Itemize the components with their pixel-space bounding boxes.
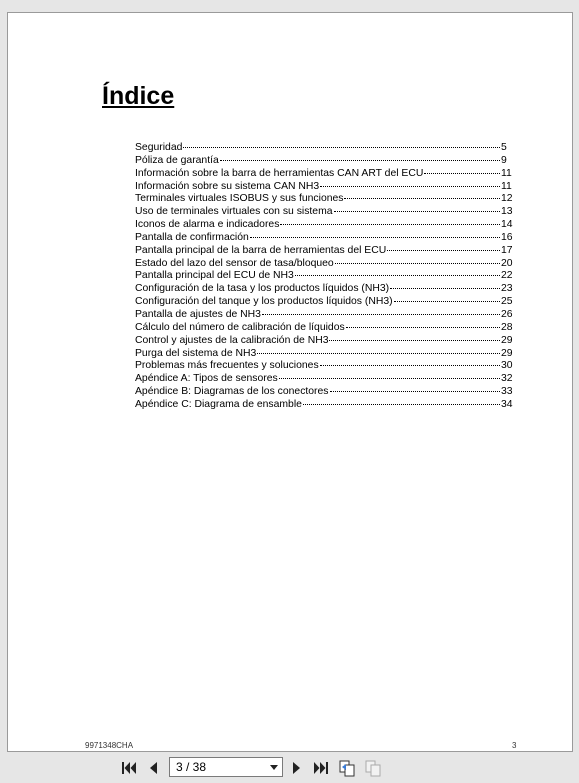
previous-page-button[interactable] — [144, 759, 162, 777]
toc-entry[interactable] — [135, 373, 514, 386]
toc-entry-page: 26 — [501, 308, 513, 320]
toc-entry-page: 17 — [501, 244, 513, 256]
toc-dot-leader — [262, 314, 500, 315]
toc-dot-leader — [280, 224, 500, 225]
toc-entry-label: Configuración del tanque y los productos líquidos (NH3) — [135, 296, 393, 308]
toc-entry[interactable] — [135, 193, 514, 206]
toc-entry[interactable] — [135, 283, 514, 296]
toc-entry-page: 34 — [501, 398, 513, 410]
toc-entry-page: 5 — [501, 142, 507, 153]
toc-entry-label: Configuración de la tasa y los productos líquidos (NH3) — [135, 283, 390, 295]
table-of-contents — [135, 142, 514, 412]
toc-entry[interactable] — [135, 245, 514, 258]
toc-entry-label: Iconos de alarma e indicadores — [135, 219, 280, 231]
first-page-icon — [121, 761, 137, 775]
toc-entry[interactable] — [135, 360, 514, 373]
toc-dot-leader — [295, 275, 500, 276]
toc-entry[interactable] — [135, 322, 514, 335]
copy-page-icon — [338, 759, 356, 777]
toc-entry-label: Pantalla de confirmación — [135, 231, 249, 243]
toc-entry[interactable] — [135, 219, 514, 232]
toc-entry[interactable] — [135, 232, 514, 245]
toc-entry-page: 20 — [501, 257, 513, 269]
toc-dot-leader — [330, 391, 501, 392]
toc-entry[interactable] — [135, 258, 514, 271]
toc-entry-page: 14 — [501, 219, 513, 231]
toc-entry-page: 25 — [501, 296, 513, 308]
toc-dot-leader — [344, 198, 500, 199]
toc-entry-page: 22 — [501, 270, 513, 282]
toc-entry-page: 23 — [501, 283, 513, 295]
toc-entry-page: 29 — [501, 334, 513, 346]
toc-dot-leader — [303, 404, 500, 405]
toc-dot-leader — [279, 378, 500, 379]
page-selector[interactable] — [169, 757, 283, 777]
toc-dot-leader — [346, 327, 500, 328]
toc-entry[interactable] — [135, 155, 514, 168]
toc-entry[interactable] — [135, 399, 514, 412]
toc-dot-leader — [220, 160, 500, 161]
toc-entry-page: 9 — [501, 154, 507, 166]
toc-dot-leader — [257, 353, 500, 354]
toc-entry-page: 28 — [501, 321, 513, 333]
next-page-icon — [291, 761, 303, 775]
toc-entry-page: 16 — [501, 231, 513, 243]
toc-entry-label: Seguridad — [135, 142, 183, 153]
toc-dot-leader — [334, 211, 500, 212]
toc-dot-leader — [320, 365, 500, 366]
next-page-button[interactable] — [288, 759, 306, 777]
last-page-icon — [313, 761, 329, 775]
navigation-toolbar — [0, 753, 579, 783]
toc-dot-leader — [390, 288, 500, 289]
document-page — [7, 12, 573, 752]
toc-entry-label: Apéndice A: Tipos de sensores — [135, 373, 278, 385]
toc-entry[interactable] — [135, 348, 514, 361]
toc-entry-label: Control y ajustes de la calibración de NH3 — [135, 334, 329, 346]
paste-page-icon — [364, 759, 382, 777]
toc-dot-leader — [387, 250, 500, 251]
toc-entry[interactable] — [135, 181, 514, 194]
page-indicator: 3 / 38 — [176, 760, 207, 774]
toc-entry-page: 32 — [501, 373, 513, 385]
toc-entry-label: Uso de terminales virtuales con su sistema — [135, 206, 333, 218]
toc-dot-leader — [329, 340, 500, 341]
toc-entry-page: 11 — [501, 167, 512, 179]
toc-entry-label: Terminales virtuales ISOBUS y sus funciones — [135, 193, 344, 205]
paste-page-button[interactable] — [364, 759, 382, 777]
toc-entry[interactable] — [135, 206, 514, 219]
toc-entry-label: Cálculo del número de calibración de líquidos — [135, 321, 345, 333]
first-page-button[interactable] — [120, 759, 138, 777]
toc-dot-leader — [335, 263, 500, 264]
toc-entry[interactable] — [135, 270, 514, 283]
page-title: Índice — [102, 82, 175, 110]
toc-entry-label: Estado del lazo del sensor de tasa/bloqueo — [135, 257, 334, 269]
chevron-down-icon — [270, 765, 278, 771]
toc-dot-leader — [250, 237, 500, 238]
toc-entry-page: 13 — [501, 206, 513, 218]
toc-entry[interactable] — [135, 335, 514, 348]
toc-entry-page: 29 — [501, 347, 513, 359]
last-page-button[interactable] — [312, 759, 330, 777]
copy-page-button[interactable] — [338, 759, 356, 777]
toc-entry-label: Problemas más frecuentes y soluciones — [135, 360, 319, 372]
toc-dot-leader — [424, 173, 500, 174]
toc-entry-label: Información sobre su sistema CAN NH3 — [135, 180, 320, 192]
footer-document-code: 9971348CHA — [85, 741, 134, 750]
toc-entry-page: 12 — [501, 193, 513, 205]
toc-dot-leader — [183, 147, 500, 148]
toc-entry-label: Pantalla principal de la barra de herramientas del ECU — [135, 244, 387, 256]
toc-entry-label: Pantalla principal del ECU de NH3 — [135, 270, 294, 282]
toc-entry-label: Apéndice B: Diagramas de los conectores — [135, 386, 329, 398]
toc-entry-label: Información sobre la barra de herramientas CAN ART del ECU — [135, 167, 424, 179]
toc-entry-page: 11 — [501, 180, 512, 192]
toc-entry[interactable] — [135, 386, 514, 399]
footer-page-number: 3 — [512, 741, 517, 750]
toc-entry[interactable] — [135, 309, 514, 322]
toc-dot-leader — [320, 186, 500, 187]
toc-entry-page: 33 — [501, 386, 513, 398]
toc-entry-label: Pantalla de ajustes de NH3 — [135, 308, 261, 320]
toc-dot-leader — [394, 301, 500, 302]
toc-entry-page: 30 — [501, 360, 513, 372]
toc-entry[interactable] — [135, 296, 514, 309]
toc-entry-label: Póliza de garantía — [135, 154, 219, 166]
toc-entry[interactable] — [135, 168, 514, 181]
toc-entry-label: Purga del sistema de NH3 — [135, 347, 257, 359]
previous-page-icon — [147, 761, 159, 775]
toc-entry[interactable] — [135, 142, 514, 155]
toc-entry-label: Apéndice C: Diagrama de ensamble — [135, 398, 302, 410]
